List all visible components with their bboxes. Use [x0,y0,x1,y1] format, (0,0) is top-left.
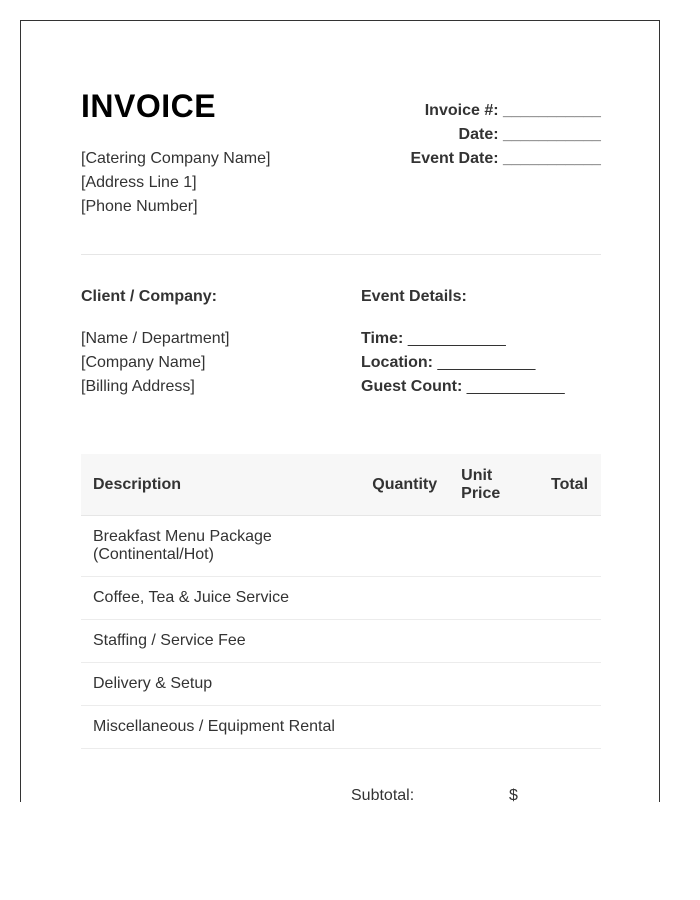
table-row [81,663,601,706]
table-row [81,706,601,749]
item-description: Coffee, Tea & Juice Service [81,577,360,620]
event-date-row [411,147,601,171]
client-section [81,287,341,399]
item-description: Staffing / Service Fee [81,620,360,663]
invoice-date-blank: ___________ [503,126,601,143]
event-date-label: Event Date: [410,150,499,167]
item-unit-price [449,516,539,577]
item-total [539,577,601,620]
company-info [81,147,270,219]
client-billing-address: [Billing Address] [81,378,195,395]
event-time-blank: ___________ [407,330,506,347]
table-header-row [81,454,601,516]
item-total [539,663,601,706]
table-row [81,516,601,577]
invoice-number-row [411,99,601,123]
event-guest-count-blank: ___________ [466,378,565,395]
event-guest-count-label: Guest Count: [361,378,463,395]
invoice-page [20,20,660,802]
item-total [539,516,601,577]
invoice-date-row [411,123,601,147]
total-header: Total [539,454,601,516]
item-description: Delivery & Setup [81,663,360,706]
event-heading: Event Details: [361,288,467,305]
header-divider [81,254,601,255]
company-address: [Address Line 1] [81,174,197,191]
item-total [539,706,601,749]
event-section [361,287,601,399]
invoice-number-label: Invoice #: [424,102,499,119]
table-row [81,577,601,620]
quantity-header: Quantity [360,454,449,516]
event-location-blank: ___________ [437,354,536,371]
company-phone: [Phone Number] [81,198,198,215]
invoice-date-label: Date: [458,126,499,143]
unit-price-header: Unit Price [449,454,539,516]
item-unit-price [449,663,539,706]
item-total [539,620,601,663]
event-guest-count-row [361,375,601,399]
subtotal-currency: $ [509,787,518,802]
event-time-label: Time: [361,330,404,347]
table-row [81,620,601,663]
subtotal-label: Subtotal: [351,787,415,802]
item-quantity [360,620,449,663]
item-quantity [360,706,449,749]
item-quantity [360,516,449,577]
line-items-table [81,454,601,749]
event-location-row [361,351,601,375]
client-heading: Client / Company: [81,288,218,305]
item-unit-price [449,620,539,663]
item-unit-price [449,706,539,749]
event-time-row [361,327,601,351]
description-header: Description [81,454,360,516]
item-description: Miscellaneous / Equipment Rental [81,706,360,749]
item-quantity [360,663,449,706]
item-description: Breakfast Menu Package (Continental/Hot) [81,516,360,577]
company-name: [Catering Company Name] [81,150,271,167]
client-name: [Name / Department] [81,330,230,347]
invoice-number-blank: ___________ [503,102,601,119]
event-location-label: Location: [361,354,433,371]
client-company: [Company Name] [81,354,206,371]
item-unit-price [449,577,539,620]
invoice-title: INVOICE [81,88,217,124]
item-quantity [360,577,449,620]
invoice-meta [411,99,601,171]
event-date-blank: ___________ [503,150,601,167]
